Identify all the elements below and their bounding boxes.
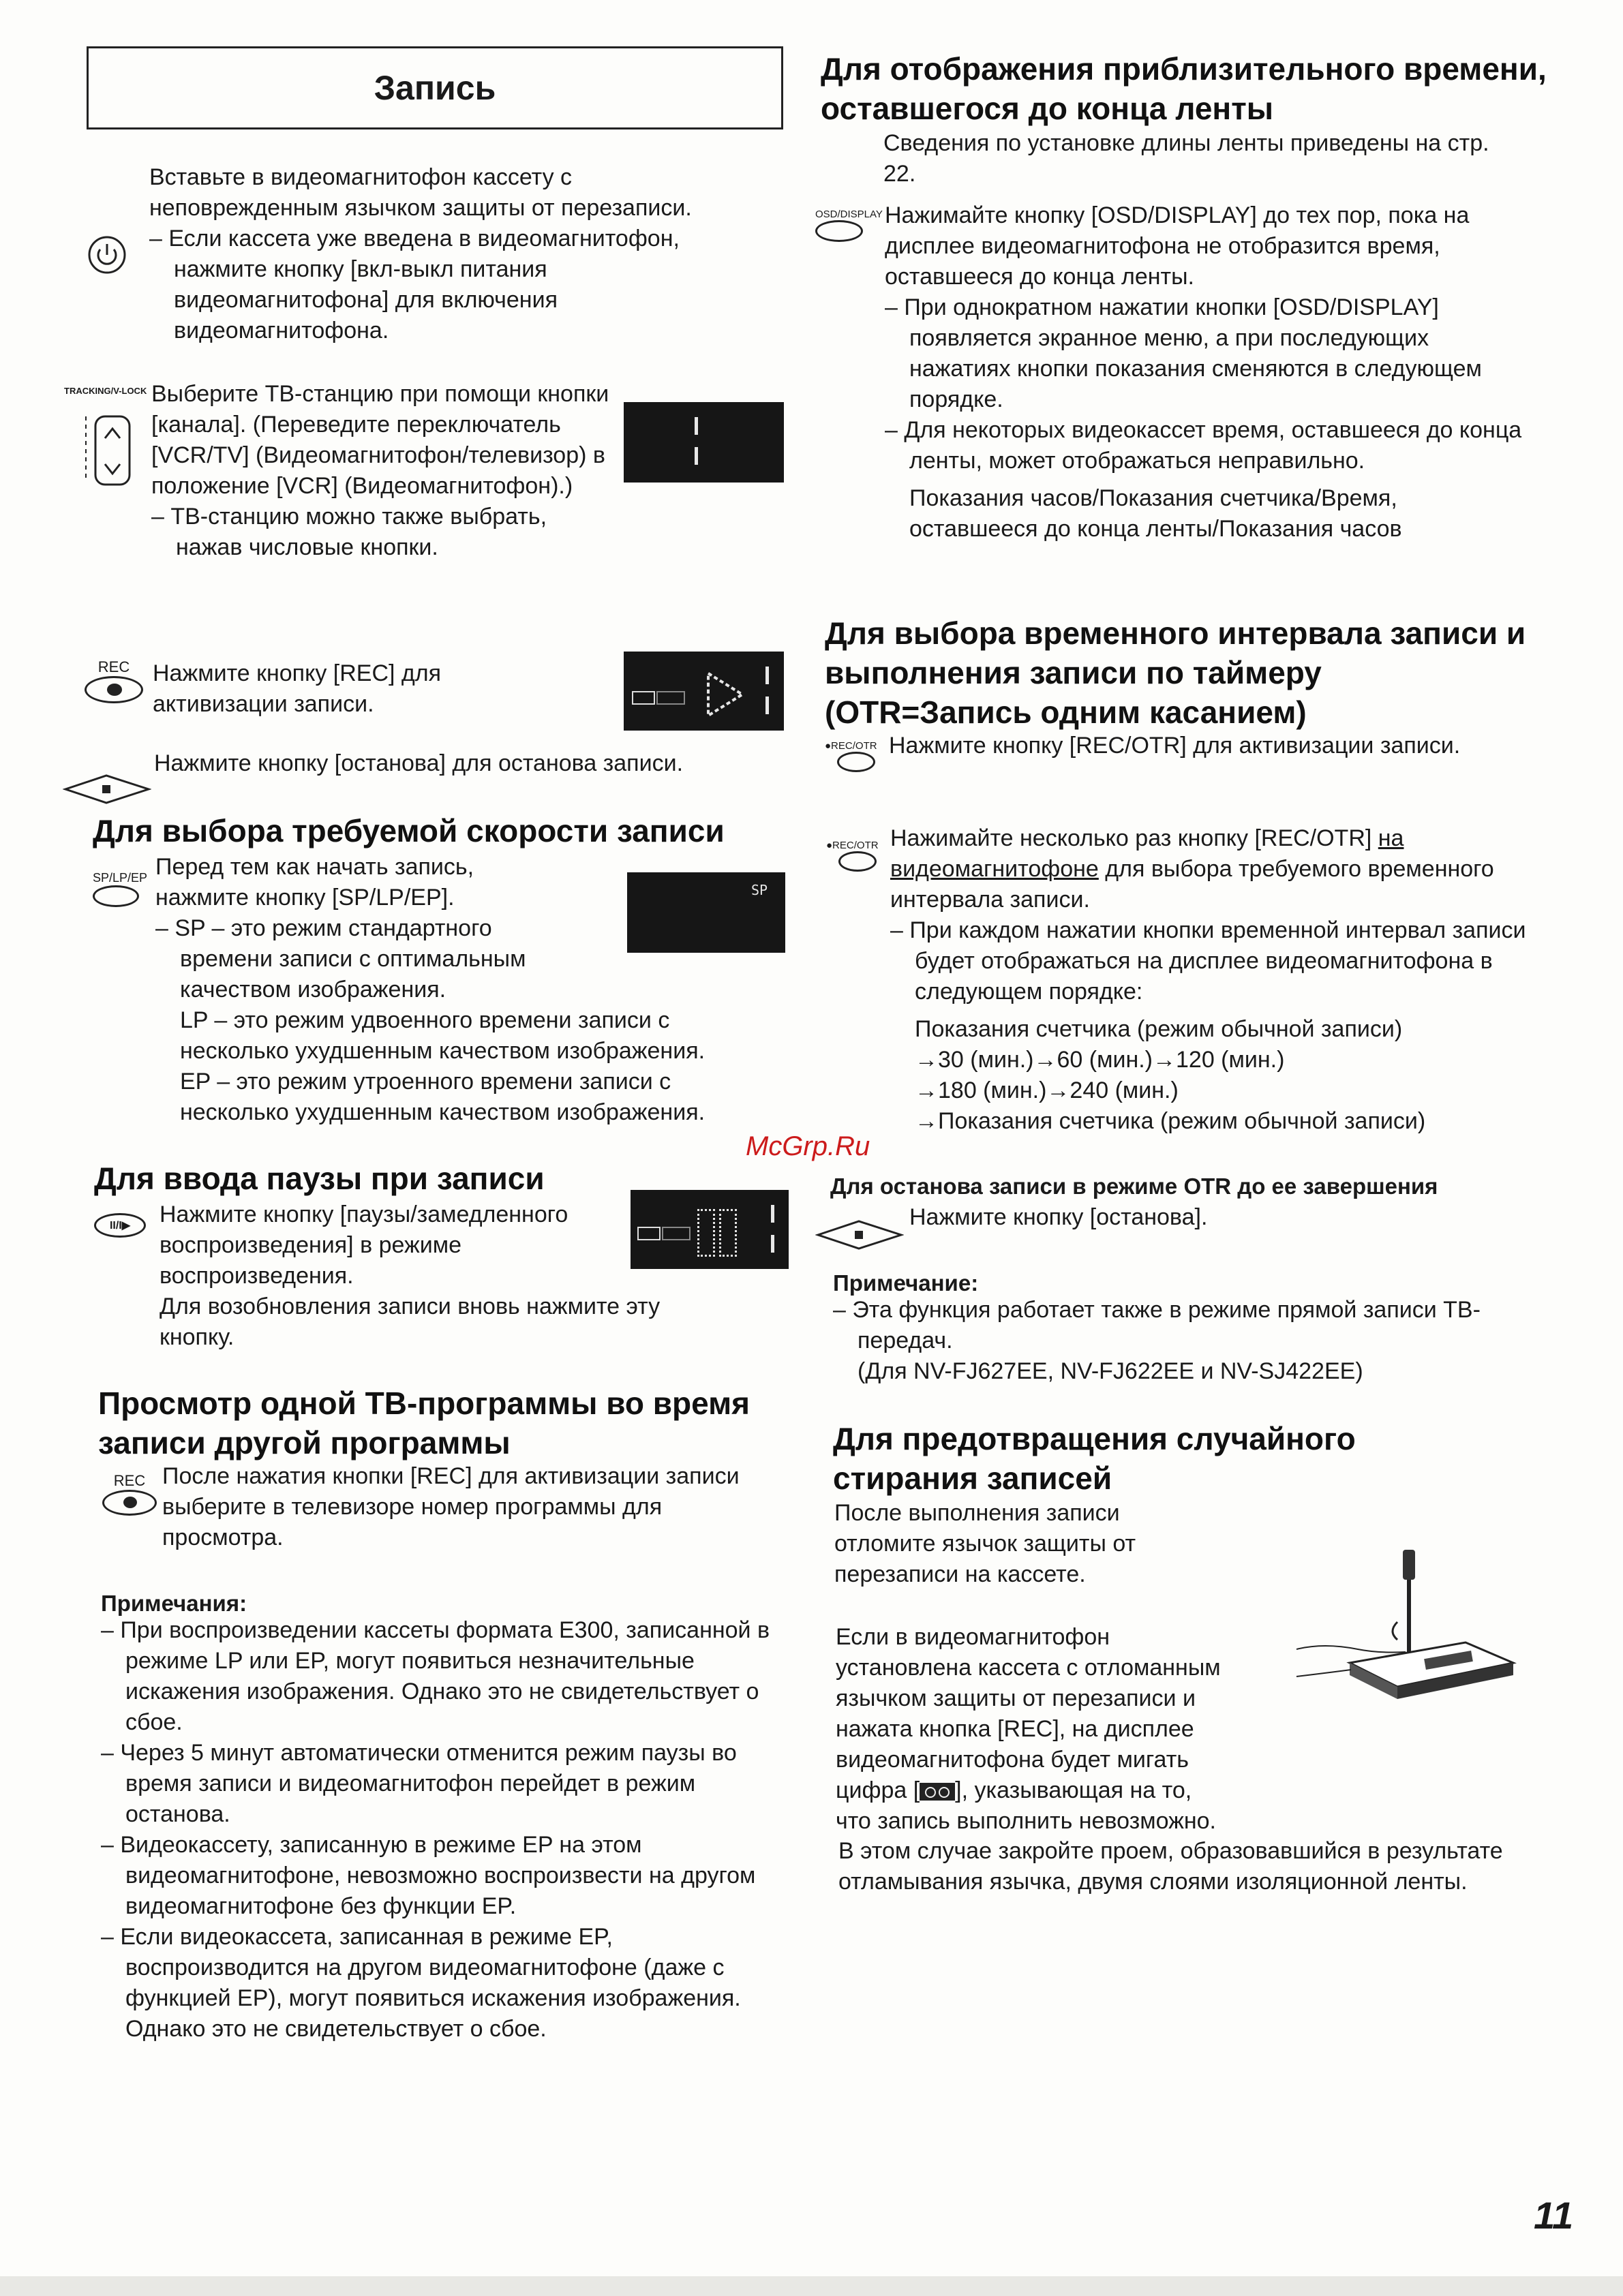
otr-sequence-item: →30 (мин.)→60 (мин.)→120 (мин.) [915, 1047, 1285, 1073]
prevent-line-icon [836, 1775, 1313, 1806]
remaining-sequence: Показания часов/Показания счетчика/Время, оставшееся до конца ленты/Показания часов [909, 485, 1402, 542]
otr-sequence-item: →180 (мин.)→240 (мин.) [915, 1077, 1179, 1103]
watermark: McGrp.Ru [746, 1131, 870, 1161]
remaining-text [885, 200, 1526, 545]
otr-heading: Для выбора временного интервала записи и выполнения записи по таймеру (OTR=Запись одним касанием) [825, 615, 1526, 730]
select-station-text [151, 379, 615, 563]
rec-otr-button-icon-2 [826, 840, 879, 872]
channel-button-icon [64, 386, 147, 491]
otr-stop-text: Нажмите кнопку [останова]. [909, 1204, 1208, 1230]
rec-button-icon-2 [102, 1472, 157, 1516]
rec-button-icon [85, 658, 143, 703]
speed-bullet-ep: EP – это режим утроенного времени записи с несколько ухудшенным качеством изображения. [180, 1069, 706, 1125]
tracking-label: TRACKING/V-LOCK [64, 386, 147, 396]
note-models: (Для NV-FJ627EE, NV-FJ622EE и NV-SJ422EE) [858, 1358, 1363, 1384]
note-item: – Видеокассету, записанную в режиме EP на этом видеомагнитофоне, невозможно воспроизвести на другом видеомагнитофоне без функции EP. [101, 1832, 756, 1919]
otr-repeat-prefix: Нажимайте несколько раз кнопку [REC/OTR] [890, 825, 1378, 851]
otr-sequence-item: →Показания счетчика (режим обычной записи) [915, 1108, 1426, 1134]
page-title-text: Запись [374, 69, 496, 107]
sp-display-text: SP [751, 882, 768, 898]
prevent-line-a: цифра [ [836, 1777, 920, 1803]
page-title [87, 46, 783, 129]
otr-bullet: – При каждом нажатии кнопки временной интервал записи будет отображаться на дисплее видеомагнитофона в следующем порядке: [890, 917, 1526, 1005]
note-item: – При воспроизведении кассеты формата E300, записанной в режиме LP или EP, могут появиться незначительные искажения изображения. Однако это не свидетельствует о сбое. [101, 1617, 770, 1735]
remaining-bullet: – При однократном нажатии кнопки [OSD/DISPLAY] появляется экранное меню, а при последующих нажатиях кнопки показания сменяются в следующем порядке. [885, 294, 1482, 412]
otr-text [890, 823, 1531, 1137]
otr-repeat-underlined: на видеомагнитофоне [890, 825, 1404, 882]
note-item: – Через 5 минут автоматически отменится режим паузы во время записи и видеомагнитофон перейдет в режим останова. [101, 1740, 737, 1827]
bottom-edge [0, 2276, 1623, 2296]
prevent-line: что запись выполнить невозможно. [836, 1808, 1216, 1834]
prevent-p3: В этом случае закройте проем, образовавшийся в результате отламывания язычка, двумя слоями изоляционной ленты. [838, 1838, 1503, 1895]
vcr-display-sp [627, 872, 785, 953]
prevent-p2 [836, 1622, 1313, 1837]
cassette-tab-illustration [1295, 1547, 1520, 1714]
speed-heading: Для выбора требуемой скорости записи [93, 813, 725, 848]
sp-lp-ep-button-icon [93, 871, 147, 907]
vcr-display-pause [631, 1190, 789, 1269]
notes-heading: Примечания: [101, 1591, 247, 1616]
rec-label: REC [97, 658, 130, 675]
vcr-display-channel [624, 402, 784, 483]
pause-line: Нажмите кнопку [паузы/замедленного воспроизведения] в режиме воспроизведения. [160, 1201, 568, 1289]
otr-repeat [890, 823, 1531, 915]
speed-line: Перед тем как начать запись, нажмите кнопку [SP/LP/EP]. [155, 854, 474, 910]
pause-button-label: II/I▶ [94, 1213, 146, 1238]
select-station-line: Выберите ТВ-станцию при помощи кнопки [канала]. (Переведите переключатель [VCR/TV] (Видеомагнитофон/телевизор) в положение [VCR] (Видеомагнитофон).) [151, 381, 609, 499]
intro-bullet: – Если кассета уже введена в видеомагнитофон, нажмите кнопку [вкл-выкл питания видеомагнитофона] для включения видеомагнитофона. [149, 226, 680, 343]
note-item: – Если видеокассета, записанная в режиме EP, воспроизводится на другом видеомагнитофоне (даже с функцией EP), могут появиться искажения изображения. Однако это не свидетельствует о сбое. [101, 1924, 741, 2042]
remaining-bullet: – Для некоторых видеокассет время, оставшееся до конца ленты, может отображаться неправильно. [885, 417, 1522, 474]
prevent-heading: Для предотвращения случайного стирания записей [833, 1421, 1356, 1496]
stop-text: Нажмите кнопку [останова] для останова записи. [154, 750, 684, 776]
prevent-line: видеомагнитофона будет мигать [836, 1747, 1189, 1773]
intro-line: Вставьте в видеомагнитофон кассету с неповрежденным язычком защиты от перезаписи. [149, 164, 692, 221]
notes-list [101, 1615, 803, 2045]
power-icon [87, 234, 127, 279]
page-number: 11 [1534, 2194, 1574, 2237]
stop-button-icon-2 [815, 1217, 904, 1256]
pause-heading: Для ввода паузы при записи [94, 1161, 545, 1196]
watch-other-text: После нажатия кнопки [REC] для активизации записи выберите в телевизоре номер программы для просмотра. [162, 1463, 740, 1550]
rec-label-2: REC [113, 1472, 146, 1489]
prevent-line: Если в видеомагнитофон [836, 1624, 1110, 1650]
otr-repeat-suffix: для выбора требуемого временного интервала записи. [890, 856, 1494, 913]
stop-button-icon [63, 770, 151, 812]
prevent-line: язычком защиты от перезаписи и [836, 1685, 1196, 1711]
rec-otr-label: ●REC/OTR [825, 740, 877, 752]
osd-display-button-icon [815, 209, 883, 242]
intro-text [149, 162, 763, 346]
select-station-bullet: – ТВ-станцию можно также выбрать, нажав числовые кнопки. [151, 504, 547, 560]
prevent-p1: После выполнения записи отломите язычок защиты от перезаписи на кассете. [834, 1500, 1136, 1587]
rec-otr-label-2: ●REC/OTR [826, 840, 879, 851]
otr-sequence-item: Показания счетчика (режим обычной записи) [915, 1016, 1403, 1042]
osd-display-label: OSD/DISPLAY [815, 209, 883, 220]
remaining-heading: Для отображения приблизительного времени, оставшегося до конца ленты [821, 51, 1547, 126]
rec-text: Нажмите кнопку [REC] для активизации записи. [153, 660, 442, 717]
otr-activate: Нажмите кнопку [REC/OTR] для активизации записи. [889, 733, 1461, 759]
otr-stop-heading: Для останова записи в режиме OTR до ее завершения [830, 1174, 1438, 1199]
remaining-main: Нажимайте кнопку [OSD/DISPLAY] до тех пор, пока на дисплее видеомагнитофона не отобразится время, оставшееся до конца ленты. [885, 202, 1470, 290]
remaining-intro: Сведения по установке длины ленты приведены на стр. 22. [883, 130, 1489, 187]
note-text [833, 1295, 1542, 1387]
speed-bullet-lp: LP – это режим удвоенного времени записи с несколько ухудшенным качеством изображения. [180, 1007, 706, 1064]
sp-lp-ep-label: SP/LP/EP [93, 871, 148, 885]
pause-button-icon [94, 1213, 146, 1238]
note-line: – Эта функция работает также в режиме прямой записи ТВ-передач. [833, 1297, 1481, 1353]
prevent-line: установлена кассета с отломанным [836, 1655, 1221, 1681]
prevent-line: нажата кнопка [REC], на дисплее [836, 1716, 1194, 1742]
prevent-line-b: ], указывающая на то, [955, 1777, 1192, 1803]
otr-sequence [890, 1014, 1531, 1137]
note-heading: Примечание: [833, 1270, 979, 1296]
vcr-display-record [624, 652, 784, 731]
watch-other-heading: Просмотр одной ТВ-программы во время записи другой программы [98, 1386, 750, 1460]
speed-bullet-sp: – SP – это режим стандартного времени записи с оптимальным качеством изображения. [155, 915, 526, 1002]
pause-resume-line: Для возобновления записи вновь нажмите эту кнопку. [160, 1294, 661, 1350]
rec-otr-button-icon [825, 740, 877, 772]
cassette-icon [920, 1783, 955, 1801]
